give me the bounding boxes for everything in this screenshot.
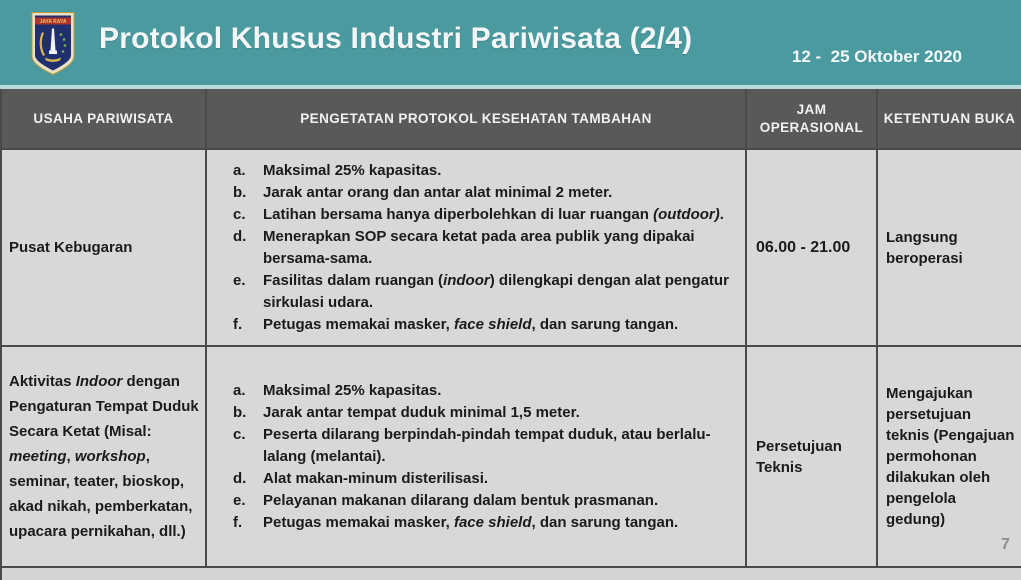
row2-protokol-cell (207, 347, 745, 566)
protocol-item-label: a. (233, 161, 246, 179)
protocol-item-text: Maksimal 25% kapasitas. (263, 381, 442, 399)
protocol-item-label: c. (233, 425, 246, 443)
protocol-item (233, 204, 735, 226)
row1-jam-cell (747, 150, 876, 345)
col-header-ketentuan-buka: KETENTUAN BUKA (878, 89, 1021, 148)
protocol-item-text: Petugas memakai masker, face shield, dan sarung tangan. (263, 513, 679, 531)
col-header-pengetatan-protokol: PENGETATAN PROTOKOL KESEHATAN TAMBAHAN (207, 89, 745, 148)
row1-jam-text: 06.00 - 21.00 (756, 239, 851, 256)
jakarta-coat-of-arms-logo (30, 10, 76, 77)
row1-ketentuan-text: Langsung beroperasi (886, 228, 963, 267)
protocol-item (233, 160, 735, 182)
protocol-item (233, 424, 735, 468)
row2-jam-text: Persetujuan Teknis (756, 437, 842, 476)
protocol-item-label: b. (233, 403, 247, 421)
protocol-item-text: Latihan bersama hanya diperbolehkan di luar ruangan (outdoor). (263, 205, 724, 223)
protocol-item (233, 226, 735, 270)
col-header-jam-operasional: JAM OPERASIONAL (747, 89, 876, 148)
protocol-item-text: Alat makan-minum disterilisasi. (263, 469, 489, 487)
row1-ketentuan-cell (878, 150, 1021, 345)
protocol-item (233, 270, 735, 314)
protocol-item-label: e. (233, 271, 246, 289)
protocol-item-label: f. (233, 513, 243, 531)
protocol-item-text: Maksimal 25% kapasitas. (263, 161, 442, 179)
title-banner (0, 0, 1021, 85)
row2-ketentuan-text: Mengajukan persetujuan teknis (Pengajuan permohonan dilakukan oleh pengelola gedung) (886, 385, 1015, 528)
protocol-item-label: f. (233, 315, 243, 333)
protocol-item-label: c. (233, 205, 246, 223)
protocol-item (233, 182, 735, 204)
protocol-item-text: Petugas memakai masker, face shield, dan sarung tangan. (263, 315, 679, 333)
protocol-item (233, 490, 735, 512)
protocol-item-text: Fasilitas dalam ruangan (indoor) dilengkapi dengan alat pengatur sirkulasi udara. (263, 271, 729, 311)
protocol-item-label: a. (233, 381, 246, 399)
protocol-item-text: Menerapkan SOP secara ketat pada area publik yang dipakai bersama-sama. (263, 227, 695, 267)
col-header-usaha-pariwisata: USAHA PARIWISATA (2, 89, 205, 148)
protocol-item (233, 402, 735, 424)
protocol-item-text: Pelayanan makanan dilarang dalam bentuk prasmanan. (263, 491, 659, 509)
row2-usaha-text: Aktivitas Indoor dengan Pengaturan Tempat Duduk Secara Ketat (Misal: meeting, workshop, seminar, teater, bioskop, akad nikah, pemberkatan, upacara pernikahan, dll.) (9, 373, 199, 540)
row2-usaha-cell (2, 347, 205, 566)
protocol-item-label: e. (233, 491, 246, 509)
row1-usaha-cell (2, 150, 205, 345)
protocol-item (233, 512, 735, 534)
protocol-item-label: d. (233, 469, 247, 487)
protocol-item-text: Jarak antar orang dan antar alat minimal 2 meter. (263, 183, 613, 201)
next-row-cutoff (2, 568, 1021, 580)
protocol-item-label: b. (233, 183, 247, 201)
protocol-table (0, 89, 1021, 580)
svg-text:JAYA RAYA: JAYA RAYA (39, 19, 67, 26)
row1-protokol-cell (207, 150, 745, 345)
protocol-item (233, 380, 735, 402)
protocol-item-text: Peserta dilarang berpindah-pindah tempat duduk, atau berlalu-lalang (melantai). (263, 425, 711, 465)
row2-jam-cell (747, 347, 876, 566)
protocol-item-label: d. (233, 227, 247, 245)
protocol-item (233, 314, 735, 336)
slide-title: Protokol Khusus Industri Pariwisata (2/4) (99, 22, 693, 55)
protocol-item-text: Jarak antar tempat duduk minimal 1,5 meter. (263, 403, 580, 421)
date-range: 12 - 25 Oktober 2020 (791, 47, 962, 66)
page-number: 7 (1001, 536, 1010, 553)
row2-ketentuan-cell (878, 347, 1021, 566)
row1-usaha-text: Pusat Kebugaran (9, 239, 133, 256)
protocol-item (233, 468, 735, 490)
